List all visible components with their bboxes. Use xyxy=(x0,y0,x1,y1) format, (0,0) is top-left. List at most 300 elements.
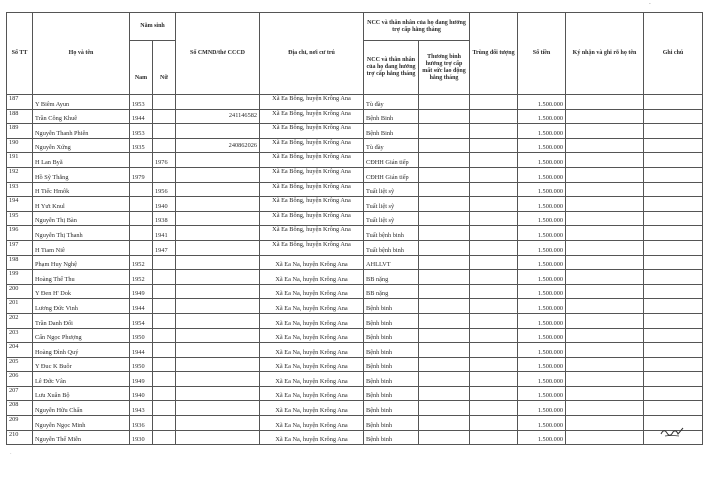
row-id-number xyxy=(176,313,260,328)
row-ncc-type: CĐHH Gián tiếp xyxy=(364,167,419,182)
row-tb-type xyxy=(419,197,470,212)
header-amount: Số tiền xyxy=(518,13,566,95)
row-stt: 207 xyxy=(7,386,33,401)
table-row xyxy=(7,153,703,168)
row-signature-cell xyxy=(566,240,644,255)
row-ncc-type: Bệnh binh xyxy=(364,416,419,431)
row-name: Phạm Huy Nghệ xyxy=(33,255,130,270)
row-id-number xyxy=(176,95,260,110)
row-signature-cell xyxy=(566,197,644,212)
row-signature-cell xyxy=(566,372,644,387)
row-birth-male: 1954 xyxy=(130,313,153,328)
row-signature-cell xyxy=(566,153,644,168)
table-row xyxy=(7,270,703,285)
row-address: Xã Ea Na, huyện Krông Ana xyxy=(260,313,364,328)
row-birth-male: 1944 xyxy=(130,109,153,124)
row-name: Hoàng Đình Quý xyxy=(33,343,130,358)
row-signature-cell xyxy=(566,401,644,416)
row-subject xyxy=(470,357,518,372)
row-stt: 204 xyxy=(7,343,33,358)
row-address: Xã Ea Bông, huyện Krông Ana xyxy=(260,197,364,212)
row-amount: 1.500.000 xyxy=(518,343,566,358)
row-stt: 208 xyxy=(7,401,33,416)
row-stt: 188 xyxy=(7,109,33,124)
row-subject xyxy=(470,197,518,212)
table-row xyxy=(7,430,703,445)
row-birth-female xyxy=(153,357,176,372)
row-birth-male xyxy=(130,197,153,212)
row-birth-female: 1938 xyxy=(153,211,176,226)
row-id-number xyxy=(176,372,260,387)
row-birth-male xyxy=(130,226,153,241)
row-id-number xyxy=(176,182,260,197)
table-row xyxy=(7,284,703,299)
row-name: Nguyễn Thanh Phiên xyxy=(33,124,130,139)
row-ncc-type: Bệnh Binh xyxy=(364,124,419,139)
row-id-number xyxy=(176,284,260,299)
table-row xyxy=(7,386,703,401)
row-signature-cell xyxy=(566,284,644,299)
row-birth-female xyxy=(153,386,176,401)
row-notes-cell xyxy=(644,95,703,110)
row-birth-female xyxy=(153,95,176,110)
row-subject xyxy=(470,328,518,343)
row-notes-cell xyxy=(644,197,703,212)
row-tb-type xyxy=(419,430,470,445)
row-id-number xyxy=(176,197,260,212)
row-birth-male: 1950 xyxy=(130,328,153,343)
row-birth-female xyxy=(153,167,176,182)
row-subject xyxy=(470,240,518,255)
row-stt: 187 xyxy=(7,95,33,110)
row-ncc-type: Tuất bệnh binh xyxy=(364,226,419,241)
row-subject xyxy=(470,109,518,124)
row-stt: 206 xyxy=(7,372,33,387)
row-notes-cell xyxy=(644,386,703,401)
row-stt: 209 xyxy=(7,416,33,431)
row-tb-type xyxy=(419,284,470,299)
row-ncc-type: Bệnh binh xyxy=(364,299,419,314)
row-notes-cell xyxy=(644,328,703,343)
row-subject xyxy=(470,211,518,226)
row-amount: 1.500.000 xyxy=(518,95,566,110)
row-address: Xã Ea Bông, huyện Krông Ana xyxy=(260,138,364,153)
row-signature-cell xyxy=(566,299,644,314)
row-ncc-type: Bệnh binh xyxy=(364,343,419,358)
row-birth-female: 1941 xyxy=(153,226,176,241)
table-row xyxy=(7,182,703,197)
row-address: Xã Ea Bông, huyện Krông Ana xyxy=(260,167,364,182)
row-subject xyxy=(470,255,518,270)
table-row xyxy=(7,211,703,226)
row-tb-type xyxy=(419,226,470,241)
row-tb-type xyxy=(419,95,470,110)
table-row xyxy=(7,197,703,212)
header-subject: Trùng đối tượng xyxy=(470,13,518,95)
row-subject xyxy=(470,167,518,182)
row-subject xyxy=(470,372,518,387)
row-amount: 1.500.000 xyxy=(518,284,566,299)
row-address: Xã Ea Na, huyện Krông Ana xyxy=(260,299,364,314)
row-id-number xyxy=(176,226,260,241)
row-subject xyxy=(470,386,518,401)
row-ncc-type: CĐHH Gián tiếp xyxy=(364,153,419,168)
row-birth-female xyxy=(153,401,176,416)
row-id-number xyxy=(176,328,260,343)
table-row xyxy=(7,299,703,314)
row-tb-type xyxy=(419,124,470,139)
row-id-number xyxy=(176,270,260,285)
row-id-number xyxy=(176,401,260,416)
row-tb-type xyxy=(419,270,470,285)
row-amount: 1.500.000 xyxy=(518,401,566,416)
row-stt: 189 xyxy=(7,124,33,139)
row-notes-cell xyxy=(644,313,703,328)
row-ncc-type: Tuất liệt sỹ xyxy=(364,197,419,212)
row-name: Nguyễn Ngọc Minh xyxy=(33,416,130,431)
row-birth-male xyxy=(130,211,153,226)
row-birth-female xyxy=(153,284,176,299)
row-id-number xyxy=(176,211,260,226)
row-address: Xã Ea Bông, huyện Krông Ana xyxy=(260,240,364,255)
row-birth-male: 1944 xyxy=(130,343,153,358)
header-ncc-sub1: NCC và thân nhân của họ đang hưởng trợ cấp hằng tháng xyxy=(364,41,419,95)
row-name: Hồ Sỹ Thắng xyxy=(33,167,130,182)
table-row xyxy=(7,109,703,124)
row-ncc-type: Tuất bệnh binh xyxy=(364,240,419,255)
header-name: Họ và tên xyxy=(33,13,130,95)
row-tb-type xyxy=(419,182,470,197)
row-ncc-type: Bệnh binh xyxy=(364,357,419,372)
header-address: Địa chỉ, nơi cư trú xyxy=(260,13,364,95)
row-stt: 198 xyxy=(7,255,33,270)
row-birth-female: 1956 xyxy=(153,182,176,197)
row-subject xyxy=(470,430,518,445)
row-name: H Tiam Niê xyxy=(33,240,130,255)
row-id-number xyxy=(176,240,260,255)
row-birth-male xyxy=(130,153,153,168)
row-id-number xyxy=(176,430,260,445)
row-tb-type xyxy=(419,153,470,168)
row-tb-type xyxy=(419,138,470,153)
row-ncc-type: BB nặng xyxy=(364,284,419,299)
row-amount: 1.500.000 xyxy=(518,124,566,139)
row-id-number xyxy=(176,416,260,431)
row-tb-type xyxy=(419,240,470,255)
row-notes-cell xyxy=(644,211,703,226)
row-amount: 1.500.000 xyxy=(518,270,566,285)
row-name: Nguyễn Thị Thanh xyxy=(33,226,130,241)
row-amount: 1.500.000 xyxy=(518,430,566,445)
row-tb-type xyxy=(419,313,470,328)
table-row xyxy=(7,240,703,255)
row-tb-type xyxy=(419,372,470,387)
row-subject xyxy=(470,401,518,416)
row-amount: 1.500.000 xyxy=(518,138,566,153)
row-stt: 193 xyxy=(7,182,33,197)
row-tb-type xyxy=(419,386,470,401)
row-address: Xã Ea Na, huyện Krông Ana xyxy=(260,328,364,343)
row-address: Xã Ea Na, huyện Krông Ana xyxy=(260,255,364,270)
row-name: Hoàng Thế Thu xyxy=(33,270,130,285)
row-id-number xyxy=(176,153,260,168)
row-birth-female xyxy=(153,343,176,358)
row-birth-female xyxy=(153,255,176,270)
row-birth-female: 1940 xyxy=(153,197,176,212)
table-row xyxy=(7,138,703,153)
row-address: Xã Ea Na, huyện Krông Ana xyxy=(260,416,364,431)
row-id-number: 240862026 xyxy=(176,138,260,153)
row-name: Trần Công Khuê xyxy=(33,109,130,124)
row-amount: 1.500.000 xyxy=(518,226,566,241)
row-subject xyxy=(470,343,518,358)
row-subject xyxy=(470,95,518,110)
row-tb-type xyxy=(419,299,470,314)
row-address: Xã Ea Na, huyện Krông Ana xyxy=(260,401,364,416)
row-tb-type xyxy=(419,109,470,124)
row-birth-female xyxy=(153,109,176,124)
row-address: Xã Ea Na, huyện Krông Ana xyxy=(260,343,364,358)
row-amount: 1.500.000 xyxy=(518,167,566,182)
header-notes: Ghi chú xyxy=(644,13,703,95)
table-row xyxy=(7,343,703,358)
row-ncc-type: AHLLVT xyxy=(364,255,419,270)
row-stt: 197 xyxy=(7,240,33,255)
row-signature-cell xyxy=(566,109,644,124)
row-birth-female: 1976 xyxy=(153,153,176,168)
row-birth-male xyxy=(130,240,153,255)
row-tb-type xyxy=(419,211,470,226)
table-row xyxy=(7,95,703,110)
row-address: Xã Ea Na, huyện Krông Ana xyxy=(260,357,364,372)
row-ncc-type: Tuất liệt sỹ xyxy=(364,211,419,226)
row-address: Xã Ea Bông, huyện Krông Ana xyxy=(260,226,364,241)
row-name: Cấn Ngọc Phượng xyxy=(33,328,130,343)
row-amount: 1.500.000 xyxy=(518,357,566,372)
row-subject xyxy=(470,182,518,197)
edge-mark: - xyxy=(649,2,651,7)
row-birth-female xyxy=(153,328,176,343)
row-signature-cell xyxy=(566,430,644,445)
row-amount: 1.500.000 xyxy=(518,299,566,314)
row-subject xyxy=(470,284,518,299)
row-stt: 203 xyxy=(7,328,33,343)
row-birth-female xyxy=(153,416,176,431)
header-ncc-sub2: Thương binh hưởng trợ cấp mất sức lao động hằng tháng xyxy=(419,41,470,95)
row-address: Xã Ea Bông, huyện Krông Ana xyxy=(260,182,364,197)
row-birth-male: 1930 xyxy=(130,430,153,445)
row-address: Xã Ea Na, huyện Krông Ana xyxy=(260,284,364,299)
row-birth-female xyxy=(153,372,176,387)
row-amount: 1.500.000 xyxy=(518,255,566,270)
row-birth-female xyxy=(153,138,176,153)
row-birth-male: 1979 xyxy=(130,167,153,182)
table-row xyxy=(7,357,703,372)
row-amount: 1.500.000 xyxy=(518,153,566,168)
row-ncc-type: BB nặng xyxy=(364,270,419,285)
row-id-number xyxy=(176,386,260,401)
row-signature-cell xyxy=(566,182,644,197)
handwritten-initials-icon xyxy=(659,426,685,438)
row-ncc-type: Bệnh binh xyxy=(364,328,419,343)
header-receive: Ký nhận và ghi rõ họ tên xyxy=(566,13,644,95)
header-birth-year: Năm sinh xyxy=(130,13,176,41)
row-tb-type xyxy=(419,167,470,182)
row-amount: 1.500.000 xyxy=(518,197,566,212)
row-address: Xã Ea Bông, huyện Krông Ana xyxy=(260,211,364,226)
row-amount: 1.500.000 xyxy=(518,240,566,255)
row-birth-male: 1935 xyxy=(130,138,153,153)
row-notes-cell xyxy=(644,138,703,153)
row-birth-male: 1950 xyxy=(130,357,153,372)
row-ncc-type: Tuất liệt sỹ xyxy=(364,182,419,197)
row-signature-cell xyxy=(566,211,644,226)
table-row xyxy=(7,416,703,431)
payment-list-page xyxy=(6,12,702,445)
row-ncc-type: Bệnh binh xyxy=(364,372,419,387)
row-address: Xã Ea Na, huyện Krông Ana xyxy=(260,430,364,445)
row-signature-cell xyxy=(566,270,644,285)
row-id-number xyxy=(176,357,260,372)
row-subject xyxy=(470,153,518,168)
row-id-number xyxy=(176,124,260,139)
row-amount: 1.500.000 xyxy=(518,109,566,124)
table-row xyxy=(7,372,703,387)
row-notes-cell xyxy=(644,357,703,372)
row-stt: 205 xyxy=(7,357,33,372)
row-notes-cell xyxy=(644,167,703,182)
row-signature-cell xyxy=(566,416,644,431)
row-birth-female xyxy=(153,270,176,285)
header-male: Nam xyxy=(130,41,153,95)
row-birth-female xyxy=(153,299,176,314)
table-row xyxy=(7,167,703,182)
row-ncc-type: Bệnh binh xyxy=(364,430,419,445)
row-tb-type xyxy=(419,328,470,343)
row-signature-cell xyxy=(566,386,644,401)
row-signature-cell xyxy=(566,313,644,328)
row-stt: 194 xyxy=(7,197,33,212)
row-amount: 1.500.000 xyxy=(518,211,566,226)
row-ncc-type: Bệnh binh xyxy=(364,313,419,328)
edge-mark: · xyxy=(10,452,12,457)
row-id-number xyxy=(176,299,260,314)
row-signature-cell xyxy=(566,95,644,110)
row-signature-cell xyxy=(566,357,644,372)
row-stt: 200 xyxy=(7,284,33,299)
table-row xyxy=(7,124,703,139)
row-birth-male: 1953 xyxy=(130,95,153,110)
row-amount: 1.500.000 xyxy=(518,416,566,431)
row-birth-male: 1952 xyxy=(130,255,153,270)
row-address: Xã Ea Bông, huyện Krông Ana xyxy=(260,124,364,139)
row-name: H Tiếc Hmôk xyxy=(33,182,130,197)
row-subject xyxy=(470,226,518,241)
row-ncc-type: Tù đày xyxy=(364,95,419,110)
row-signature-cell xyxy=(566,343,644,358)
row-stt: 210 xyxy=(7,430,33,445)
row-signature-cell xyxy=(566,328,644,343)
row-birth-female xyxy=(153,124,176,139)
row-notes-cell xyxy=(644,270,703,285)
row-name: Lương Đức Vinh xyxy=(33,299,130,314)
row-name: H Lan Byă xyxy=(33,153,130,168)
row-signature-cell xyxy=(566,138,644,153)
header-female: Nữ xyxy=(153,41,176,95)
row-name: H Yưt Knul xyxy=(33,197,130,212)
row-birth-male: 1940 xyxy=(130,386,153,401)
row-address: Xã Ea Bông, huyện Krông Ana xyxy=(260,95,364,110)
row-notes-cell xyxy=(644,401,703,416)
row-signature-cell xyxy=(566,167,644,182)
row-name: Nguyễn Hữu Chấn xyxy=(33,401,130,416)
row-subject xyxy=(470,299,518,314)
row-signature-cell xyxy=(566,255,644,270)
row-notes-cell xyxy=(644,109,703,124)
row-notes-cell xyxy=(644,284,703,299)
row-address: Xã Ea Na, huyện Krông Ana xyxy=(260,270,364,285)
row-name: Lưu Xuân Bộ xyxy=(33,386,130,401)
row-tb-type xyxy=(419,357,470,372)
row-name: Trần Danh Đối xyxy=(33,313,130,328)
row-birth-male: 1949 xyxy=(130,284,153,299)
row-amount: 1.500.000 xyxy=(518,328,566,343)
row-notes-cell xyxy=(644,182,703,197)
row-tb-type xyxy=(419,416,470,431)
row-id-number: 241146582 xyxy=(176,109,260,124)
table-row xyxy=(7,255,703,270)
row-address: Xã Ea Bông, huyện Krông Ana xyxy=(260,153,364,168)
row-name: Nguyễn Thế Miễn xyxy=(33,430,130,445)
row-id-number xyxy=(176,343,260,358)
row-notes-cell xyxy=(644,343,703,358)
row-stt: 192 xyxy=(7,167,33,182)
row-subject xyxy=(470,124,518,139)
row-name: Nguyễn Thị Bàn xyxy=(33,211,130,226)
row-subject xyxy=(470,138,518,153)
row-birth-female: 1947 xyxy=(153,240,176,255)
header-id-number: Số CMND/thẻ CCCD xyxy=(176,13,260,95)
table-row xyxy=(7,401,703,416)
row-stt: 201 xyxy=(7,299,33,314)
row-notes-cell xyxy=(644,299,703,314)
header-stt: Số TT xyxy=(7,13,33,95)
table-header xyxy=(7,13,703,95)
row-ncc-type: Bệnh binh xyxy=(364,401,419,416)
row-address: Xã Ea Bông, huyện Krông Ana xyxy=(260,109,364,124)
row-stt: 196 xyxy=(7,226,33,241)
row-ncc-type: Tù đày xyxy=(364,138,419,153)
row-subject xyxy=(470,270,518,285)
row-signature-cell xyxy=(566,226,644,241)
row-notes-cell xyxy=(644,124,703,139)
row-birth-male: 1943 xyxy=(130,401,153,416)
table-row xyxy=(7,328,703,343)
row-stt: 195 xyxy=(7,211,33,226)
row-name: Y Đuc K Buôr xyxy=(33,357,130,372)
row-birth-male: 1952 xyxy=(130,270,153,285)
table-row xyxy=(7,313,703,328)
table-body xyxy=(7,95,703,445)
row-notes-cell xyxy=(644,372,703,387)
row-address: Xã Ea Na, huyện Krông Ana xyxy=(260,386,364,401)
row-notes-cell xyxy=(644,226,703,241)
row-name: Nguyễn Xứng xyxy=(33,138,130,153)
row-notes-cell xyxy=(644,153,703,168)
row-id-number xyxy=(176,167,260,182)
row-stt: 202 xyxy=(7,313,33,328)
row-id-number xyxy=(176,255,260,270)
